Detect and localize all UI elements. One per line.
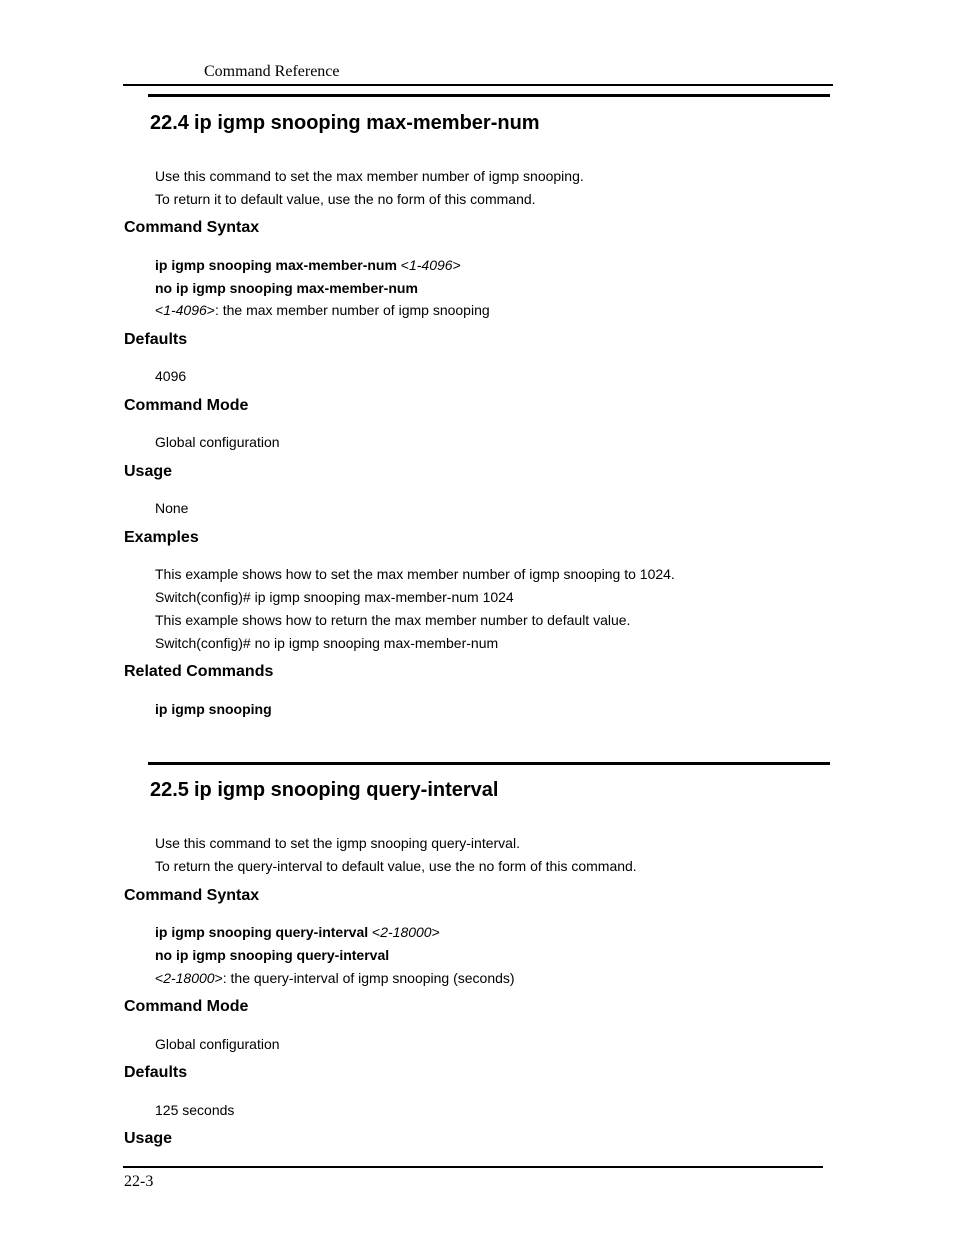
subheading-defaults: Defaults bbox=[124, 1064, 188, 1081]
section-rule bbox=[148, 94, 830, 97]
syntax-parameter: 1-4096 bbox=[408, 257, 453, 273]
section-rule bbox=[148, 762, 830, 765]
intro-line: Use this command to set the max member number of igmp snooping. bbox=[155, 168, 584, 184]
syntax-parameter: 2-18000 bbox=[380, 924, 432, 940]
syntax-no-form: no ip igmp snooping max-member-num bbox=[155, 280, 418, 296]
defaults-value: 125 seconds bbox=[155, 1102, 235, 1118]
subheading-command-mode: Command Mode bbox=[124, 998, 249, 1015]
subheading-usage: Usage bbox=[124, 463, 173, 480]
syntax-command: ip igmp snooping max-member-num bbox=[155, 257, 397, 273]
intro-line: To return the query-interval to default value, use the no form of this command. bbox=[155, 858, 637, 874]
section-number: 22.5 bbox=[150, 779, 189, 801]
section-number: 22.4 bbox=[150, 112, 189, 134]
subheading-command-mode: Command Mode bbox=[124, 397, 249, 414]
example-line: This example shows how to set the max member number of igmp snooping to 1024. bbox=[155, 566, 675, 582]
page-number: 22-3 bbox=[124, 1173, 154, 1190]
defaults-value: 4096 bbox=[155, 368, 187, 384]
command-mode-value: Global configuration bbox=[155, 1036, 280, 1052]
intro-line: To return it to default value, use the no form of this command. bbox=[155, 191, 536, 207]
command-mode-value: Global configuration bbox=[155, 434, 280, 450]
example-line: This example shows how to return the max member number to default value. bbox=[155, 612, 631, 628]
running-header: Command Reference bbox=[204, 63, 340, 80]
syntax-line: ip igmp snooping max-member-num <1-4096> bbox=[155, 257, 461, 273]
subheading-related-commands: Related Commands bbox=[124, 663, 274, 680]
subheading-usage: Usage bbox=[124, 1130, 173, 1147]
subheading-command-syntax: Command Syntax bbox=[124, 219, 260, 236]
section-title: ip igmp snooping max-member-num bbox=[194, 112, 540, 134]
subheading-defaults: Defaults bbox=[124, 331, 188, 348]
section-title: ip igmp snooping query-interval bbox=[194, 779, 499, 801]
example-line: Switch(config)# no ip igmp snooping max-member-num bbox=[155, 635, 499, 651]
usage-value: None bbox=[155, 500, 189, 516]
intro-line: Use this command to set the igmp snooping query-interval. bbox=[155, 835, 520, 851]
header-rule bbox=[123, 84, 833, 86]
section-heading bbox=[150, 779, 498, 802]
footer-rule bbox=[123, 1166, 823, 1168]
syntax-no-form: no ip igmp snooping query-interval bbox=[155, 947, 390, 963]
parameter-description: <1-4096>: the max member number of igmp snooping bbox=[155, 302, 490, 318]
subheading-examples: Examples bbox=[124, 529, 199, 546]
syntax-command: ip igmp snooping query-interval bbox=[155, 924, 369, 940]
parameter-description: <2-18000>: the query-interval of igmp snooping (seconds) bbox=[155, 970, 515, 986]
subheading-command-syntax: Command Syntax bbox=[124, 887, 260, 904]
example-line: Switch(config)# ip igmp snooping max-member-num 1024 bbox=[155, 589, 514, 605]
syntax-line: ip igmp snooping query-interval <2-18000> bbox=[155, 924, 440, 940]
related-command: ip igmp snooping bbox=[155, 701, 272, 717]
section-heading bbox=[150, 112, 540, 135]
